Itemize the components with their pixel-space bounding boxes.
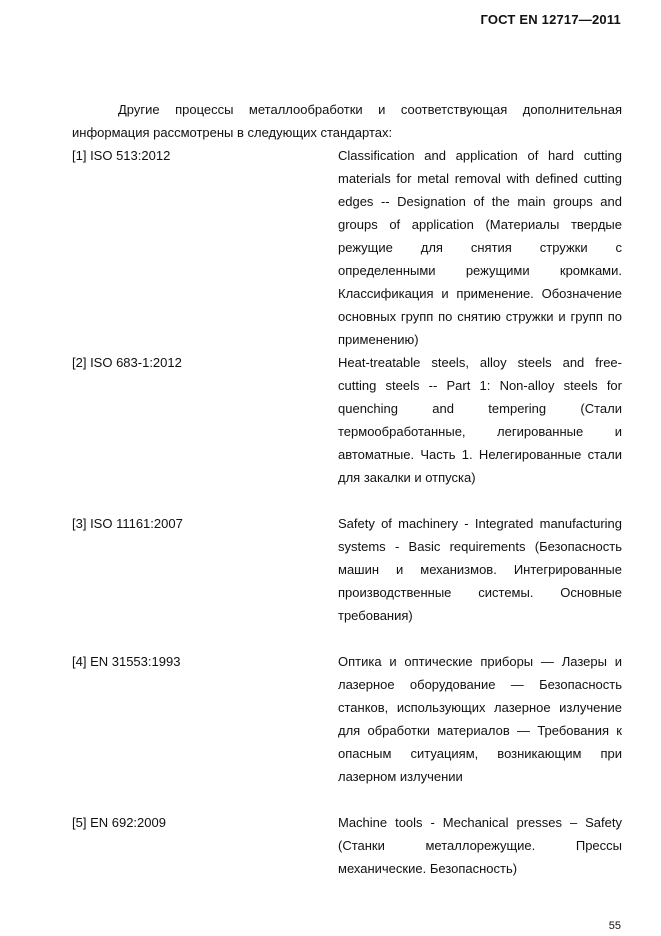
reference-item-3 — [72, 512, 622, 627]
reference-description: Machine tools - Mechanical presses – Safety (Станки металлорежущие. Прессы механические. Безопасность) — [338, 815, 622, 876]
reference-code: [5] EN 692:2009 — [72, 815, 166, 830]
reference-description: Classification and application of hard cutting materials for metal removal with defined cutting edges -- Designation of the main groups and groups of application (Материалы твердые режущие для снятия стружки с определенными режущими кромками. Классификация и применение. Обозначение основных групп по снятию стружки и групп по применению) — [338, 148, 622, 347]
reference-item-1 — [72, 144, 622, 351]
reference-description: Оптика и оптические приборы — Лазеры и лазерное оборудование — Безопасность станков, использующих лазерное излучение для обработки материалов — Требования к опасным ситуациям, возникающим при лазерном излучении — [338, 654, 622, 784]
intro-paragraph: Другие процессы металлообработки и соответствующая дополнительная информация рассмотрены в следующих стандартах: — [72, 102, 622, 140]
page-number: 55 — [608, 920, 621, 932]
reference-code: [1] ISO 513:2012 — [72, 148, 171, 163]
reference-item-2 — [72, 351, 622, 489]
reference-item-4 — [72, 650, 622, 788]
document-header: ГОСТ EN 12717—2011 — [480, 12, 621, 27]
reference-description: Heat-treatable steels, alloy steels and free-cutting steels -- Part 1: Non-alloy steels for quenching and tempering (Стали термообработанные, легированные и автоматные. Часть 1. Нелегированные стали для закалки и отпуска) — [338, 355, 622, 485]
reference-code: [2] ISO 683-1:2012 — [72, 355, 182, 370]
reference-description: Safety of machinery - Integrated manufacturing systems - Basic requirements (Безопасность машин и механизмов. Интегрированные производственные системы. Основные требования) — [338, 516, 622, 623]
reference-code: [4] EN 31553:1993 — [72, 654, 181, 669]
reference-code: [3] ISO 11161:2007 — [72, 516, 183, 531]
reference-item-5 — [72, 811, 622, 880]
